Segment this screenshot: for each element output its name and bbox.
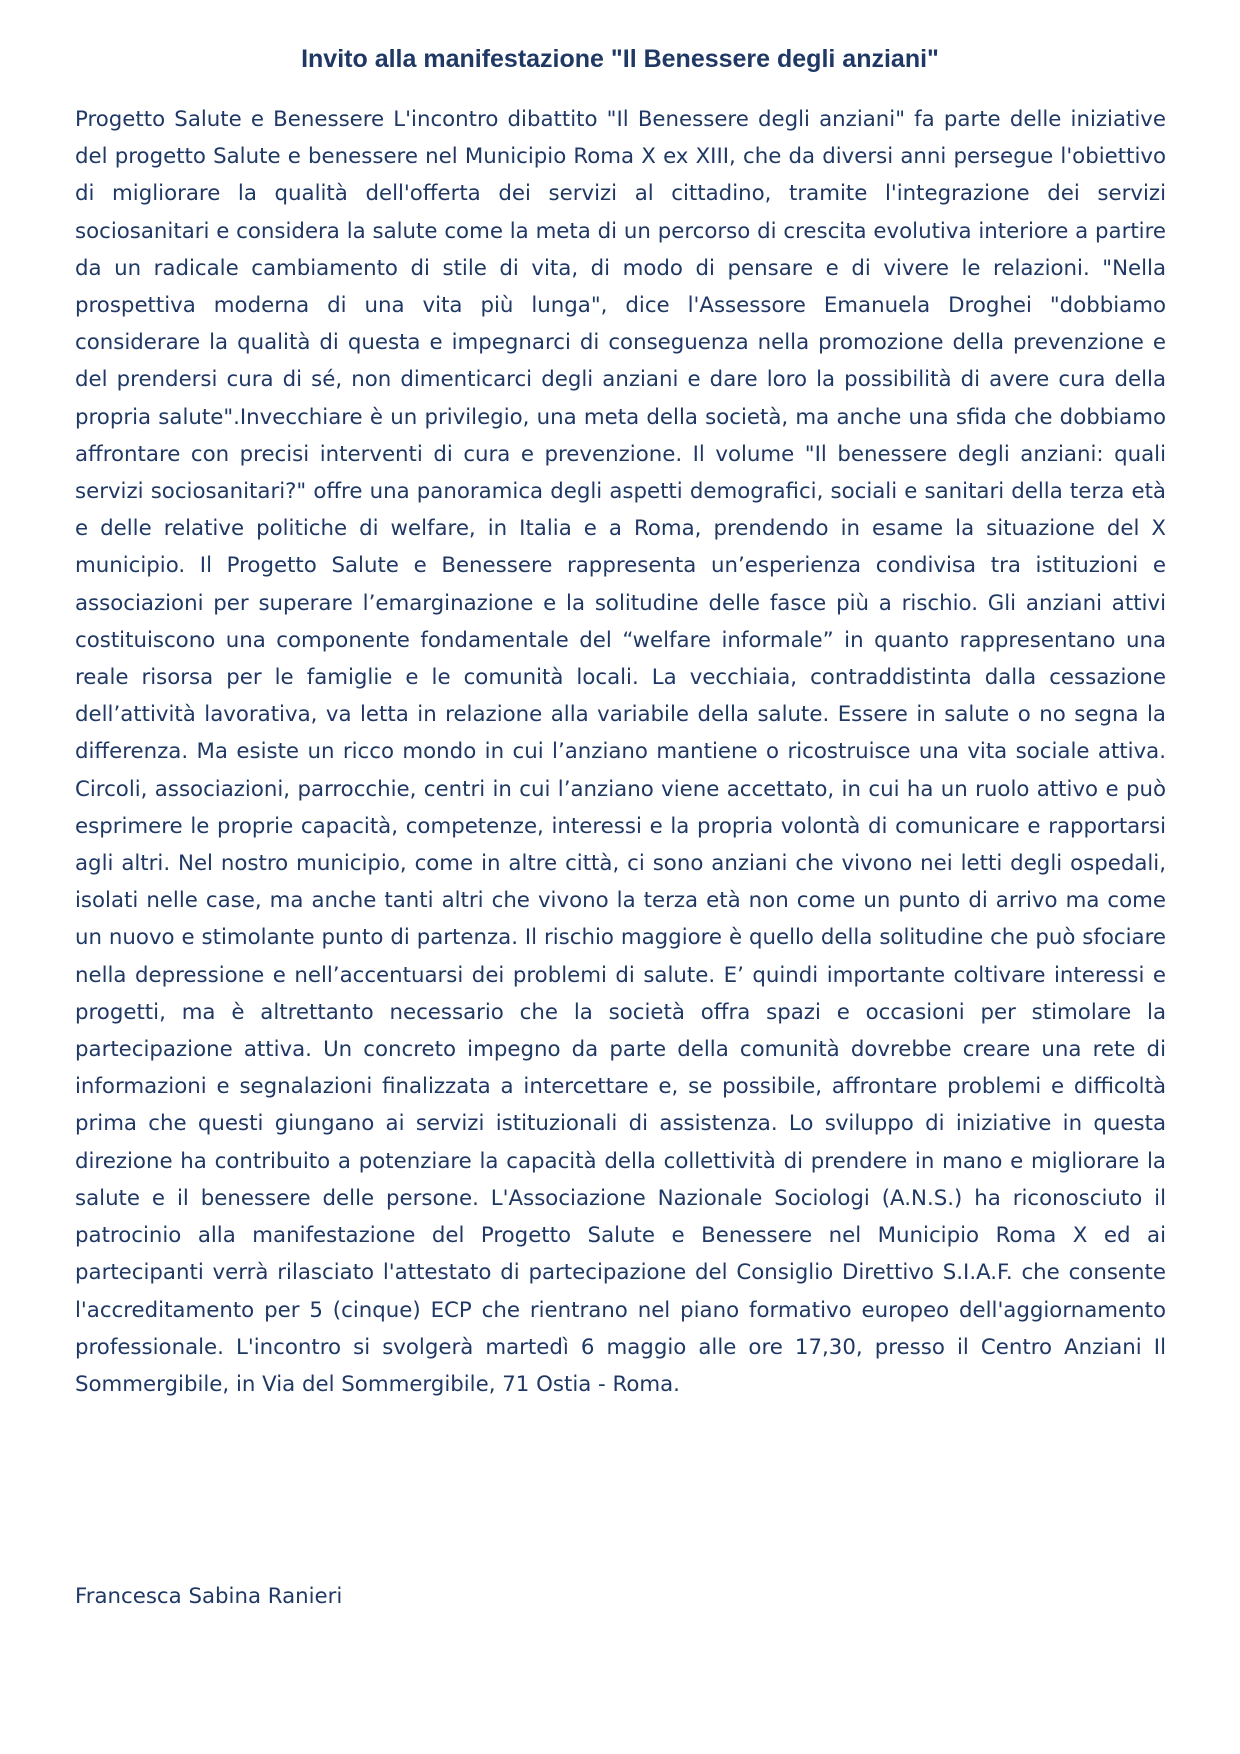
document-body: Progetto Salute e Benessere L'incontro dibattito "Il Benessere degli anziani" fa parte delle iniziative del progetto Salute e benessere nel Municipio Roma X ex XIII, che da diversi anni persegue l'obiettivo di migliorare la qualità dell'offerta dei servizi al cittadino, tramite l'integrazione dei servizi sociosanitari e considera la salute come la meta di un percorso di crescita evolutiva interiore a partire da un radicale cambiamento di stile di vita, di modo di pensare e di vivere le relazioni. "Nella prospettiva moderna di una vita più lunga", dice l'Assessore Emanuela Droghei "dobbiamo considerare la qualità di questa e impegnarci di conseguenza nella promozione della prevenzione e del prendersi cura di sé, non dimenticarci degli anziani e dare loro la possibilità di avere cura della propria salute".Invecchiare è un privilegio, una meta della società, ma anche una sfida che dobbiamo affrontare con precisi interventi di cura e prevenzione. Il volume "Il benessere degli anziani: quali servizi sociosanitari?" offre una panoramica degli aspetti demografici, sociali e sanitari della terza età e delle relative politiche di welfare, in Italia e a Roma, prendendo in esame la situazione del X municipio. Il Progetto Salute e Benessere rappresenta un’esperienza condivisa tra istituzioni e associazioni per superare l’emarginazione e la solitudine delle fasce più a rischio. Gli anziani attivi costituiscono una componente fondamentale del “welfare informale” in quanto rappresentano una reale risorsa per le famiglie e le comunità locali. La vecchiaia, contraddistinta dalla cessazione dell’attività lavorativa, va letta in relazione alla variabile della salute. Essere in salute o no segna la differenza. Ma esiste un ricco mondo in cui l’anziano mantiene o ricostruisce una vita sociale attiva. Circoli, associazioni, parrocchie, centri in cui l’anziano viene accettato, in cui ha un ruolo attivo e può esprimere le proprie capacità, competenze, interessi e la propria volontà di comunicare e rapportarsi agli altri. Nel nostro municipio, come in altre città, ci sono anziani che vivono nei letti degli ospedali, isolati nelle case, ma anche tanti altri che vivono la terza età non come un punto di arrivo ma come un nuovo e stimolante punto di partenza. Il rischio maggiore è quello della solitudine che può sfociare nella depressione e nell’accentuarsi dei problemi di salute. E’ quindi importante coltivare interessi e progetti, ma è altrettanto necessario che la società offra spazi e occasioni per stimolare la partecipazione attiva. Un concreto impegno da parte della comunità dovrebbe creare una rete di informazioni e segnalazioni finalizzata a intercettare e, se possibile, affrontare problemi e difficoltà prima che questi giungano ai servizi istituzionali di assistenza. Lo sviluppo di iniziative in questa direzione ha contribuito a potenziare la capacità della collettività di prendere in mano e migliorare la salute e il benessere delle persone. L'Associazione Nazionale Sociologi (A.N.S.) ha riconosciuto il patrocinio alla manifestazione del Progetto Salute e Benessere nel Municipio Roma X ed ai partecipanti verrà rilasciato l'attestato di partecipazione del Consiglio Direttivo S.I.A.F. che consente l'accreditamento per 5 (cinque) ECP che rientrano nel piano formativo europeo dell'aggiornamento professionale. L'incontro si svolgerà martedì 6 maggio alle ore 17,30, presso il Centro Anziani Il Sommergibile, in Via del Sommergibile, 71 Ostia - Roma. — [75, 107, 1166, 1397]
document-title: Invito alla manifestazione "Il Benessere degli anziani" — [301, 45, 939, 73]
document-author: Francesca Sabina Ranieri — [75, 1584, 343, 1609]
